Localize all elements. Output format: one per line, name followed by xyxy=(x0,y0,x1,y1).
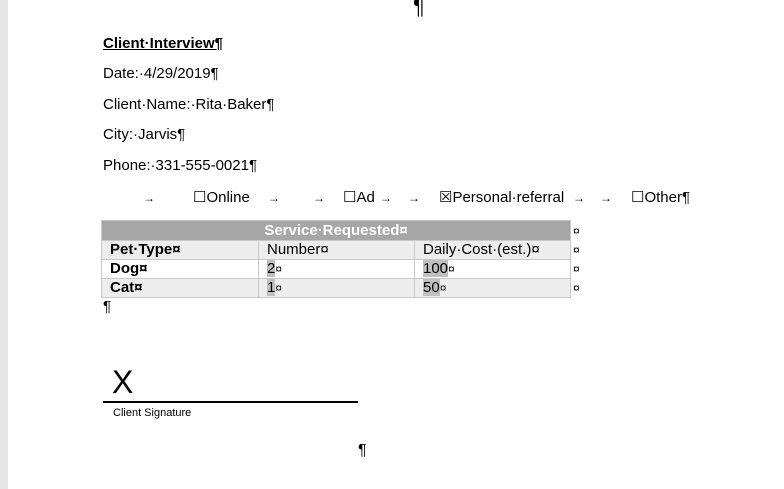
checkbox-empty-icon[interactable]: ☐ xyxy=(193,189,207,206)
tab-arrow-icon: → xyxy=(408,191,420,205)
tab-arrow-icon: → xyxy=(573,191,585,205)
row-end-mark: ¤ xyxy=(573,243,580,257)
number-header[interactable]: Number¤ xyxy=(259,241,415,260)
cost-value: 50 xyxy=(423,279,440,296)
other-option[interactable] xyxy=(631,188,690,206)
table-header-row xyxy=(102,241,571,260)
number-value: 1 xyxy=(267,279,276,296)
table-row xyxy=(102,279,571,298)
cell-end-mark: ¤ xyxy=(275,281,283,295)
cell-end-mark: ¤ xyxy=(275,262,283,276)
number-cell[interactable] xyxy=(259,279,415,298)
number-cell[interactable] xyxy=(259,260,415,279)
service-table xyxy=(101,220,571,298)
cost-value: 100 xyxy=(423,260,449,277)
cell-end-mark: ¤ xyxy=(439,281,447,295)
signature-line[interactable] xyxy=(103,401,358,403)
phone-line[interactable]: Phone:·331-555-0021¶ xyxy=(103,157,258,174)
number-value: 2 xyxy=(267,260,276,277)
daily-cost-header[interactable]: Daily·Cost·(est.)¤ xyxy=(415,241,571,260)
pilcrow-mark: ¶ xyxy=(413,0,425,19)
personal-referral-option[interactable] xyxy=(439,188,564,206)
signature-x-mark: X xyxy=(112,364,134,400)
online-option[interactable] xyxy=(193,188,250,206)
date-line[interactable]: Date:·4/29/2019¶ xyxy=(103,65,219,82)
option-label: Ad xyxy=(356,189,375,206)
tab-arrow-icon: → xyxy=(380,191,392,205)
cost-cell[interactable] xyxy=(415,279,571,298)
table-title-row xyxy=(102,221,571,241)
tab-arrow-icon: → xyxy=(268,191,280,205)
cell-end-mark: ¤ xyxy=(448,262,455,276)
checkbox-empty-icon[interactable]: ☐ xyxy=(343,189,357,206)
cost-cell[interactable] xyxy=(415,260,571,279)
city-line[interactable]: City:·Jarvis¶ xyxy=(103,126,186,143)
pilcrow-mark: ¶ xyxy=(358,442,367,459)
document-page xyxy=(8,0,784,489)
pet-type-header[interactable]: Pet·Type¤ xyxy=(102,241,259,260)
option-label: Online xyxy=(206,189,250,206)
pilcrow-mark: ¶ xyxy=(103,298,112,315)
client-name-line[interactable]: Client·Name:·Rita·Baker¶ xyxy=(103,96,275,113)
pet-cell[interactable]: Dog¤ xyxy=(102,260,259,279)
tab-arrow-icon: → xyxy=(313,191,325,205)
checkbox-checked-icon[interactable]: ☒ xyxy=(439,189,453,206)
tab-arrow-icon: → xyxy=(143,191,155,205)
row-end-mark: ¤ xyxy=(573,224,580,238)
form-title[interactable]: Client·Interview¶ xyxy=(103,35,224,52)
ad-option[interactable] xyxy=(343,188,375,206)
signature-label: Client Signature xyxy=(113,407,192,419)
table-title[interactable]: Service·Requested¤ xyxy=(102,221,571,241)
option-label: Personal·referral xyxy=(452,189,565,206)
tab-arrow-icon: → xyxy=(600,191,612,205)
pet-cell[interactable]: Cat¤ xyxy=(102,279,259,298)
row-end-mark: ¤ xyxy=(573,281,580,295)
option-label: Other¶ xyxy=(644,189,691,206)
table-row xyxy=(102,260,571,279)
checkbox-empty-icon[interactable]: ☐ xyxy=(631,189,645,206)
row-end-mark: ¤ xyxy=(573,262,580,276)
